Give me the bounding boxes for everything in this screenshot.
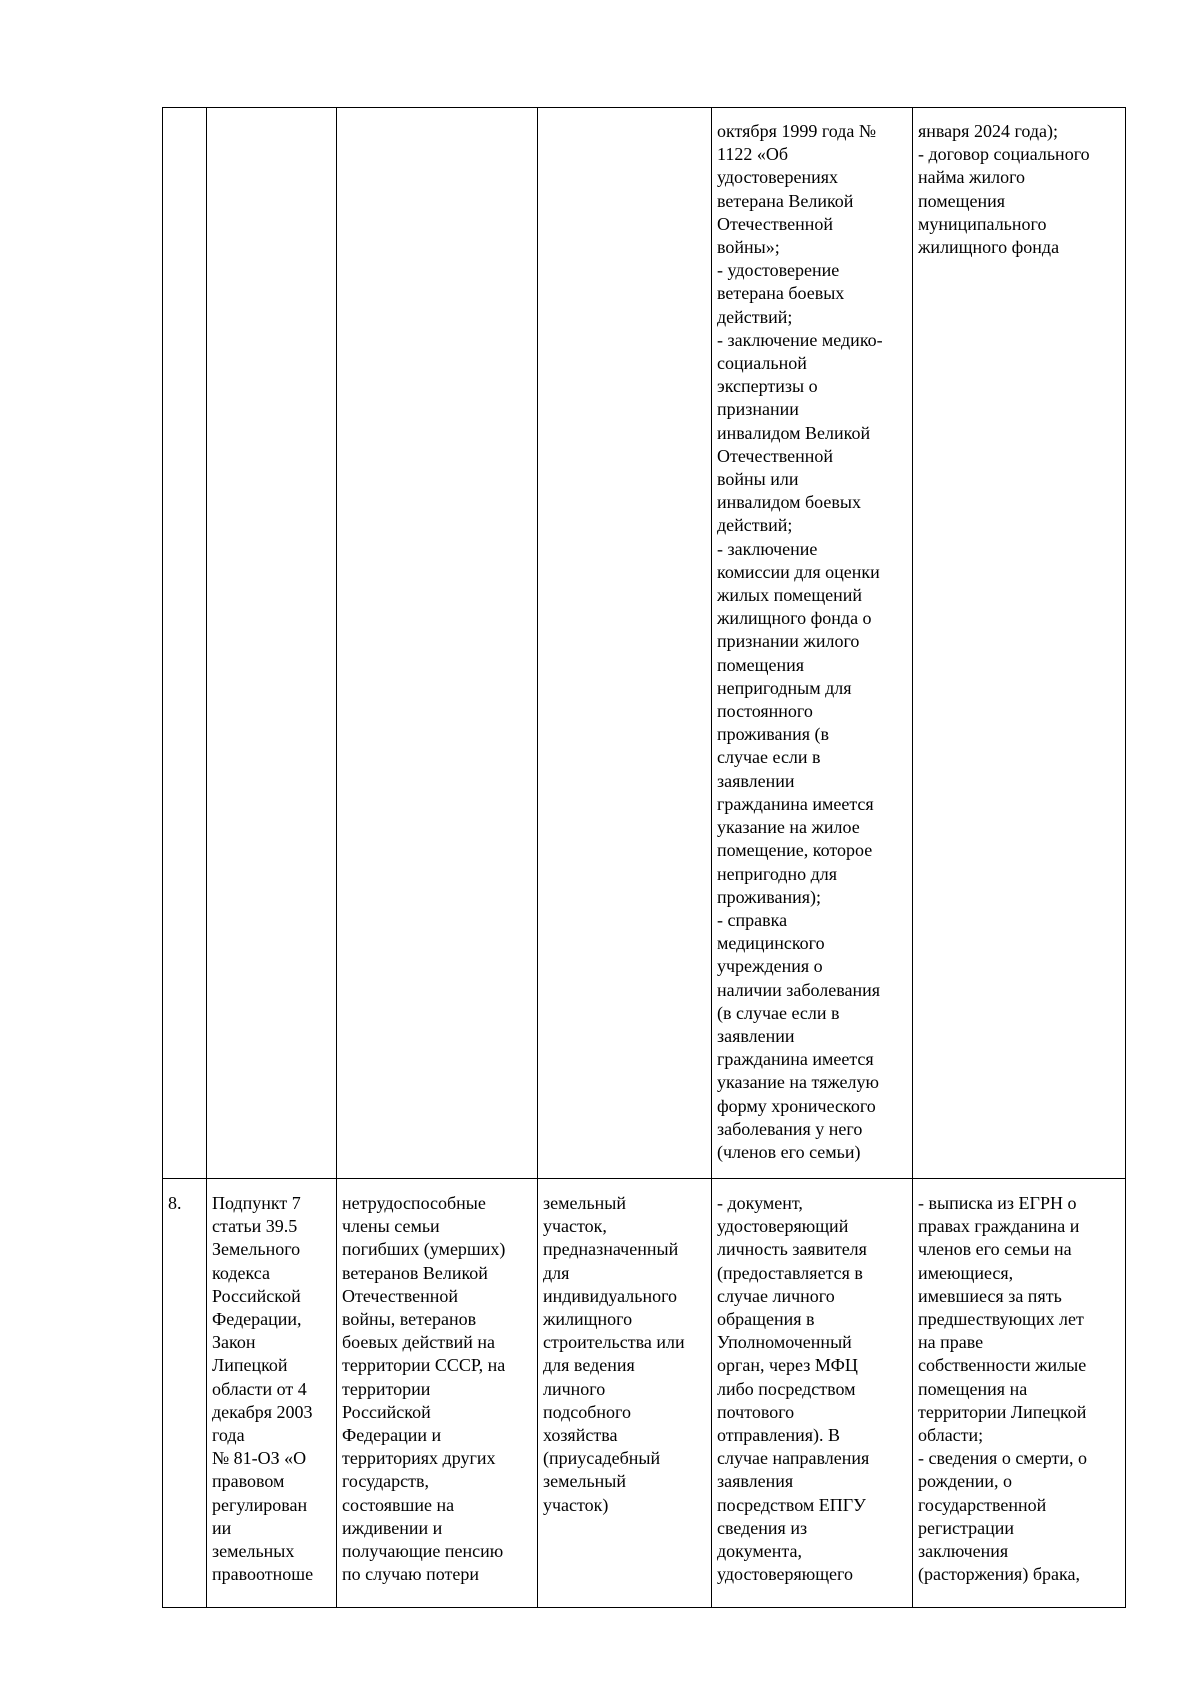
legal-table: [162, 107, 1126, 1608]
legal-basis-cell: [207, 108, 337, 1179]
row-number-cell: 8.: [163, 1179, 207, 1608]
applicant-category-cell: [337, 108, 538, 1179]
table-row: [163, 1179, 1126, 1608]
applicant-category-cell: нетрудоспособные члены семьи погибших (умерших) ветеранов Великой Отечественной войны, ветеранов боевых действий на территории СССР, на территории Российской Федерации и территориях других государств, состоявшие на иждивении и получающие пенсию по случаю потери: [337, 1179, 538, 1608]
applicant-documents-cell: октября 1999 года № 1122 «Об удостоверениях ветерана Великой Отечественной войны»; - удостоверение ветерана боевых действий; - заключение медико- социальной экспертизы о признании инвалидом Великой Отечественной войны или инвалидом боевых действий; - заключение комиссии для оценки жилых помещений жилищного фонда о признании жилого помещения непригодным для постоянного проживания (в случае если в заявлении гражданина имеется указание на жилое помещение, которое непригодно для проживания); - справка медицинского учреждения о наличии заболевания (в случае если в заявлении гражданина имеется указание на тяжелую форму хронического заболевания у него (членов его семьи): [712, 108, 913, 1179]
row-number-cell: [163, 108, 207, 1179]
table-row: [163, 108, 1126, 1179]
applicant-documents-cell: - документ, удостоверяющий личность заявителя (предоставляется в случае личного обращения в Уполномоченный орган, через МФЦ либо посредством почтового отправления). В случае направления заявления посредством ЕПГУ сведения из документа, удостоверяющего: [712, 1179, 913, 1608]
land-plot-cell: земельный участок, предназначенный для индивидуального жилищного строительства или для ведения личного подсобного хозяйства (приусадебный земельный участок): [538, 1179, 712, 1608]
legal-basis-cell: Подпункт 7 статьи 39.5 Земельного кодекса Российской Федерации, Закон Липецкой области от 4 декабря 2003 года № 81-ОЗ «О правовом регулирован ии земельных правоотноше: [207, 1179, 337, 1608]
requested-documents-cell: - выписка из ЕГРН о правах гражданина и членов его семьи на имеющиеся, имевшиеся за пять предшествующих лет на праве собственности жилые помещения на территории Липецкой области; - сведения о смерти, о рождении, о государственной регистрации заключения (расторжения) брака,: [913, 1179, 1126, 1608]
requested-documents-cell: января 2024 года); - договор социального найма жилого помещения муниципального жилищного фонда: [913, 108, 1126, 1179]
land-plot-cell: [538, 108, 712, 1179]
